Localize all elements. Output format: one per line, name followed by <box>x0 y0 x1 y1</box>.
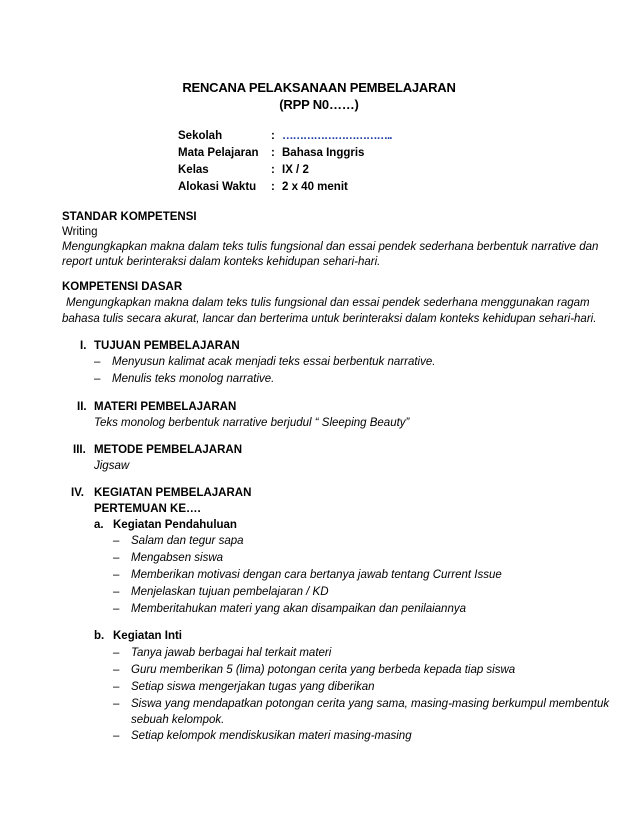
list-item-text: Tanya jawab berbagai hal terkait materi <box>131 647 332 659</box>
list-item-text: Memberikan motivasi dengan cara bertanya jawab tentang Current Issue <box>131 569 502 581</box>
kompetensi-dasar-heading: KOMPETENSI DASAR <box>62 281 183 293</box>
list-item-text: Memberitahukan materi yang akan disampaikan dan penilaiannya <box>131 603 466 615</box>
identity-value: 2 x 40 menit <box>282 181 348 193</box>
bullet-dash: – <box>94 373 101 385</box>
identity-label: Mata Pelajaran <box>178 147 259 159</box>
list-item-text: Menjelaskan tujuan pembelajaran / KD <box>131 586 329 598</box>
kompetensi-dasar-text-line: Mengungkapkan makna dalam teks tulis fungsional dan essai pendek sederhana menggunakan ragam <box>66 297 590 309</box>
identity-value: IX / 2 <box>282 164 309 176</box>
identity-label: Kelas <box>178 164 209 176</box>
document-subtitle: (RPP N0……) <box>279 97 359 112</box>
identity-colon: : <box>271 181 275 193</box>
section-number: II. <box>77 401 87 413</box>
list-item-text: Siswa yang mendapatkan potongan cerita yang sama, masing-masing berkumpul membentuk <box>131 698 610 710</box>
bullet-dash: – <box>113 698 120 710</box>
bullet-dash: – <box>113 664 120 676</box>
list-item-text: Setiap siswa mengerjakan tugas yang diberikan <box>131 681 375 693</box>
bullet-dash: – <box>113 730 120 742</box>
materi-text: Teks monolog berbentuk narrative berjudul “ Sleeping Beauty” <box>94 417 410 429</box>
tujuan-heading: TUJUAN PEMBELAJARAN <box>94 340 240 352</box>
section-number: I. <box>80 340 87 352</box>
standar-kompetensi-text-line: report untuk berinteraksi dalam konteks kehidupan sehari-hari. <box>62 256 381 268</box>
bullet-dash: – <box>113 586 120 598</box>
bullet-dash: – <box>113 603 120 615</box>
list-item-text: Salam dan tegur sapa <box>131 535 244 547</box>
subsection-letter: b. <box>94 630 105 642</box>
pertemuan-label: PERTEMUAN KE…. <box>94 503 201 515</box>
bullet-dash: – <box>113 681 120 693</box>
kegiatan-pendahuluan-heading: Kegiatan Pendahuluan <box>113 519 237 531</box>
bullet-dash: – <box>113 569 120 581</box>
subsection-letter: a. <box>94 519 104 531</box>
kegiatan-inti-heading: Kegiatan Inti <box>113 630 183 642</box>
list-item-text: Mengabsen siswa <box>131 552 224 564</box>
identity-label: Alokasi Waktu <box>178 181 257 193</box>
bullet-dash: – <box>94 356 101 368</box>
identity-value: ………………………….. <box>282 130 392 142</box>
bullet-dash: – <box>113 647 120 659</box>
identity-label: Sekolah <box>178 130 223 142</box>
document-title: RENCANA PELAKSANAAN PEMBELAJARAN <box>182 80 456 95</box>
bullet-dash: – <box>113 535 120 547</box>
materi-heading: MATERI PEMBELAJARAN <box>94 401 237 413</box>
list-item-text: Guru memberikan 5 (lima) potongan cerita yang berbeda kepada tiap siswa <box>131 664 516 676</box>
standar-kompetensi-heading: STANDAR KOMPETENSI <box>62 211 197 223</box>
list-item-text-continuation: sebuah kelompok. <box>131 714 225 726</box>
identity-colon: : <box>271 130 275 142</box>
standar-kompetensi-skill: Writing <box>62 226 98 238</box>
identity-value: Bahasa Inggris <box>282 147 365 159</box>
list-item-text: Setiap kelompok mendiskusikan materi masing-masing <box>131 730 412 742</box>
metode-heading: METODE PEMBELAJARAN <box>94 444 243 456</box>
identity-colon: : <box>271 147 275 159</box>
section-number: III. <box>73 444 86 456</box>
bullet-dash: – <box>113 552 120 564</box>
list-item-text: Menyusun kalimat acak menjadi teks essai berbentuk narrative. <box>112 356 436 368</box>
metode-text: Jigsaw <box>94 460 130 472</box>
kompetensi-dasar-text-line: bahasa tulis secara akurat, lancar dan berterima untuk berinteraksi dalam konteks kehidupan sehari-hari. <box>62 313 597 325</box>
standar-kompetensi-text-line: Mengungkapkan makna dalam teks tulis fungsional dan essai pendek sederhana berbentuk narrative dan <box>62 241 599 253</box>
identity-colon: : <box>271 164 275 176</box>
section-number: IV. <box>71 487 85 499</box>
list-item-text: Menulis teks monolog narrative. <box>112 373 275 385</box>
kegiatan-heading: KEGIATAN PEMBELAJARAN <box>94 487 252 499</box>
